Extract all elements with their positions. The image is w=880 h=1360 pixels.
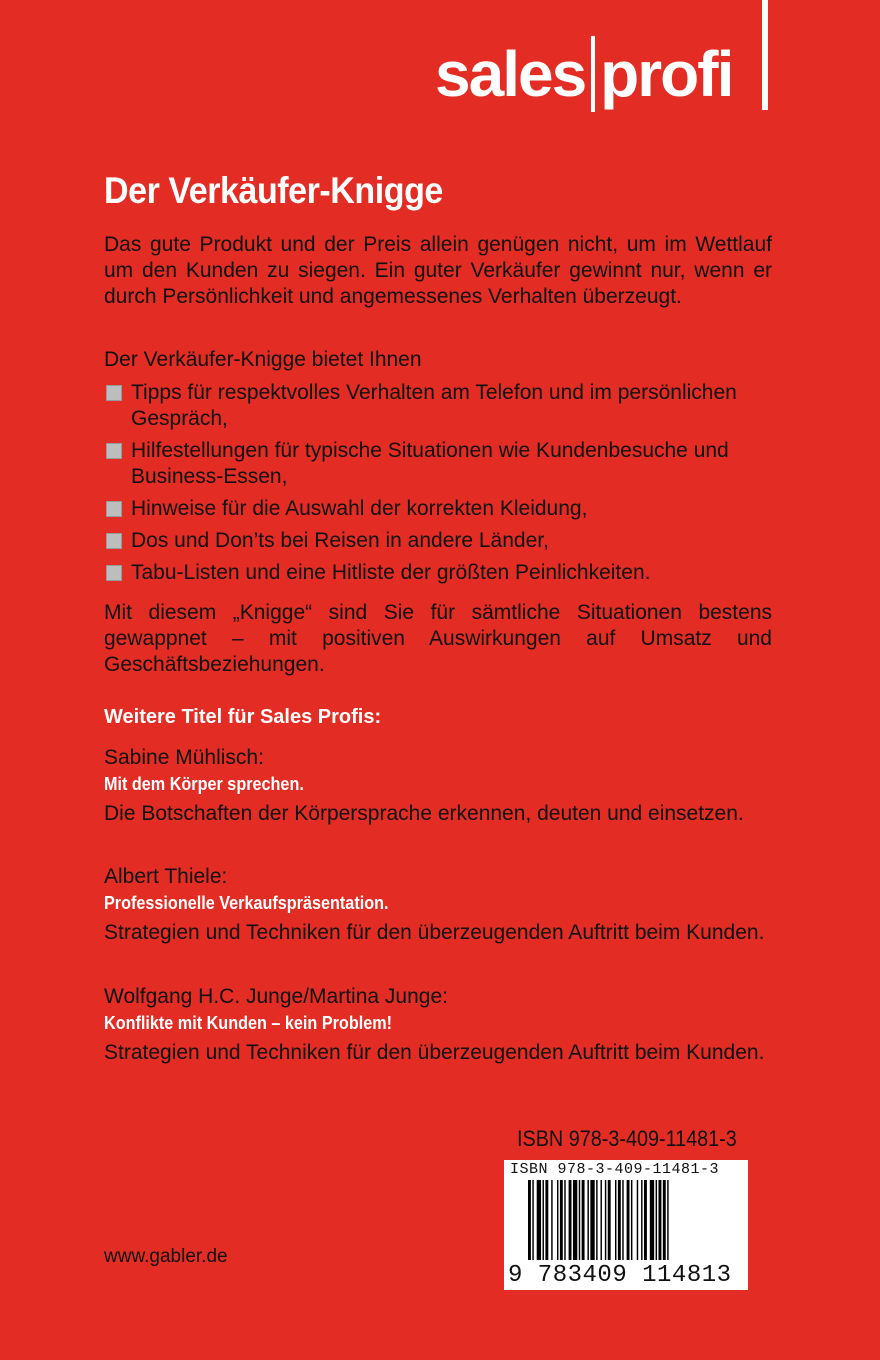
square-bullet-icon xyxy=(106,501,122,517)
closing-paragraph: Mit diesem „Knigge“ sind Sie für sämtliche Situationen bestens gewappnet – mit positiven Auswirkungen auf Umsatz und Geschäftsbeziehungen. xyxy=(104,601,772,676)
barcode-bars-icon xyxy=(528,1180,724,1260)
barcode-bar xyxy=(656,1180,657,1260)
list-item-text: Hilfestellungen für typische Situationen wie Kundenbesuche und Business-Essen, xyxy=(131,439,729,488)
book-author: Sabine Mühlisch: xyxy=(104,746,264,769)
square-bullet-icon xyxy=(106,565,122,581)
further-titles-heading: Weitere Titel für Sales Profis: xyxy=(104,706,382,728)
barcode-bar xyxy=(532,1180,533,1260)
barcode-bar xyxy=(650,1180,654,1260)
book-entry-title: Professionelle Verkaufspräsentation. xyxy=(104,893,389,913)
barcode-bar xyxy=(641,1180,642,1260)
barcode-bar xyxy=(528,1180,531,1260)
barcode-bar xyxy=(551,1180,552,1260)
square-bullet-icon xyxy=(106,533,122,549)
barcode-bar xyxy=(631,1180,632,1260)
barcode xyxy=(504,1160,748,1290)
list-item xyxy=(104,560,772,586)
barcode-bar xyxy=(618,1180,621,1260)
barcode-bar xyxy=(601,1180,602,1260)
barcode-bar xyxy=(608,1180,611,1260)
logo-bar xyxy=(762,0,768,110)
barcode-digits: 9 783409 114813 xyxy=(508,1262,732,1289)
list-item-text: Dos und Don’ts bei Reisen in andere Länder, xyxy=(131,529,549,552)
square-bullet-icon xyxy=(106,385,122,401)
barcode-bar xyxy=(667,1180,668,1260)
book-entry-title: Mit dem Körper sprechen. xyxy=(104,774,304,794)
barcode-bar xyxy=(582,1180,585,1260)
barcode-bar xyxy=(596,1180,597,1260)
list-item-text: Tabu-Listen und eine Hitliste der größten Peinlichkeiten. xyxy=(131,561,651,584)
book-entry xyxy=(104,984,772,1066)
logo-divider xyxy=(591,36,595,112)
publisher-website: www.gabler.de xyxy=(104,1246,228,1267)
barcode-bar xyxy=(587,1180,588,1260)
isbn-number: ISBN 978-3-409-11481-3 xyxy=(517,1126,737,1151)
barcode-bar xyxy=(590,1180,594,1260)
intro-paragraph: Das gute Produkt und der Preis allein genügen nicht, um im Wettlauf um den Kunden zu siegen. Ein guter Verkäufer gewinnt nur, wenn er durch Persönlichkeit und angemessenes Verhalten überzeugt. xyxy=(104,233,772,308)
barcode-bar xyxy=(627,1180,630,1260)
barcode-bar xyxy=(663,1180,666,1260)
benefit-list xyxy=(104,380,772,592)
book-entry xyxy=(104,864,772,946)
book-description: Die Botschaften der Körpersprache erkennen, deuten und einsetzen. xyxy=(104,802,744,825)
book-description: Strategien und Techniken für den überzeugenden Auftritt beim Kunden. xyxy=(104,1041,765,1064)
barcode-bar xyxy=(537,1180,541,1260)
barcode-bar xyxy=(564,1180,565,1260)
book-author: Wolfgang H.C. Junge/Martina Junge: xyxy=(104,985,448,1008)
book-title: Der Verkäufer-Knigge xyxy=(104,170,443,211)
list-item xyxy=(104,438,772,490)
book-entry-title: Konflikte mit Kunden – kein Problem! xyxy=(104,1013,393,1033)
barcode-bar xyxy=(545,1180,548,1260)
logo-sales: sales xyxy=(435,38,586,110)
list-item xyxy=(104,528,772,554)
barcode-bar xyxy=(557,1180,558,1260)
barcode-bar xyxy=(644,1180,647,1260)
barcode-isbn-label: ISBN 978-3-409-11481-3 xyxy=(510,1161,720,1178)
list-item xyxy=(104,380,772,432)
book-entry xyxy=(104,745,772,827)
barcode-bar xyxy=(569,1180,572,1260)
list-item xyxy=(104,496,772,522)
barcode-bar xyxy=(615,1180,616,1260)
lead-text: Der Verkäufer-Knigge bietet Ihnen xyxy=(104,348,422,371)
book-description: Strategien und Techniken für den überzeugenden Auftritt beim Kunden. xyxy=(104,921,765,944)
barcode-bar xyxy=(573,1180,577,1260)
barcode-bar xyxy=(579,1180,580,1260)
barcode-bar xyxy=(637,1180,638,1260)
salesprofi-logo xyxy=(435,36,732,112)
barcode-bar xyxy=(659,1180,662,1260)
logo-profi: profi xyxy=(600,38,733,110)
barcode-bar xyxy=(543,1180,544,1260)
list-item-text: Hinweise für die Auswahl der korrekten Kleidung, xyxy=(131,497,588,520)
barcode-bar xyxy=(605,1180,606,1260)
square-bullet-icon xyxy=(106,443,122,459)
book-author: Albert Thiele: xyxy=(104,865,228,888)
barcode-bar xyxy=(622,1180,623,1260)
barcode-bar xyxy=(560,1180,563,1260)
list-item-text: Tipps für respektvolles Verhalten am Telefon und im persönlichen Gespräch, xyxy=(131,381,737,430)
